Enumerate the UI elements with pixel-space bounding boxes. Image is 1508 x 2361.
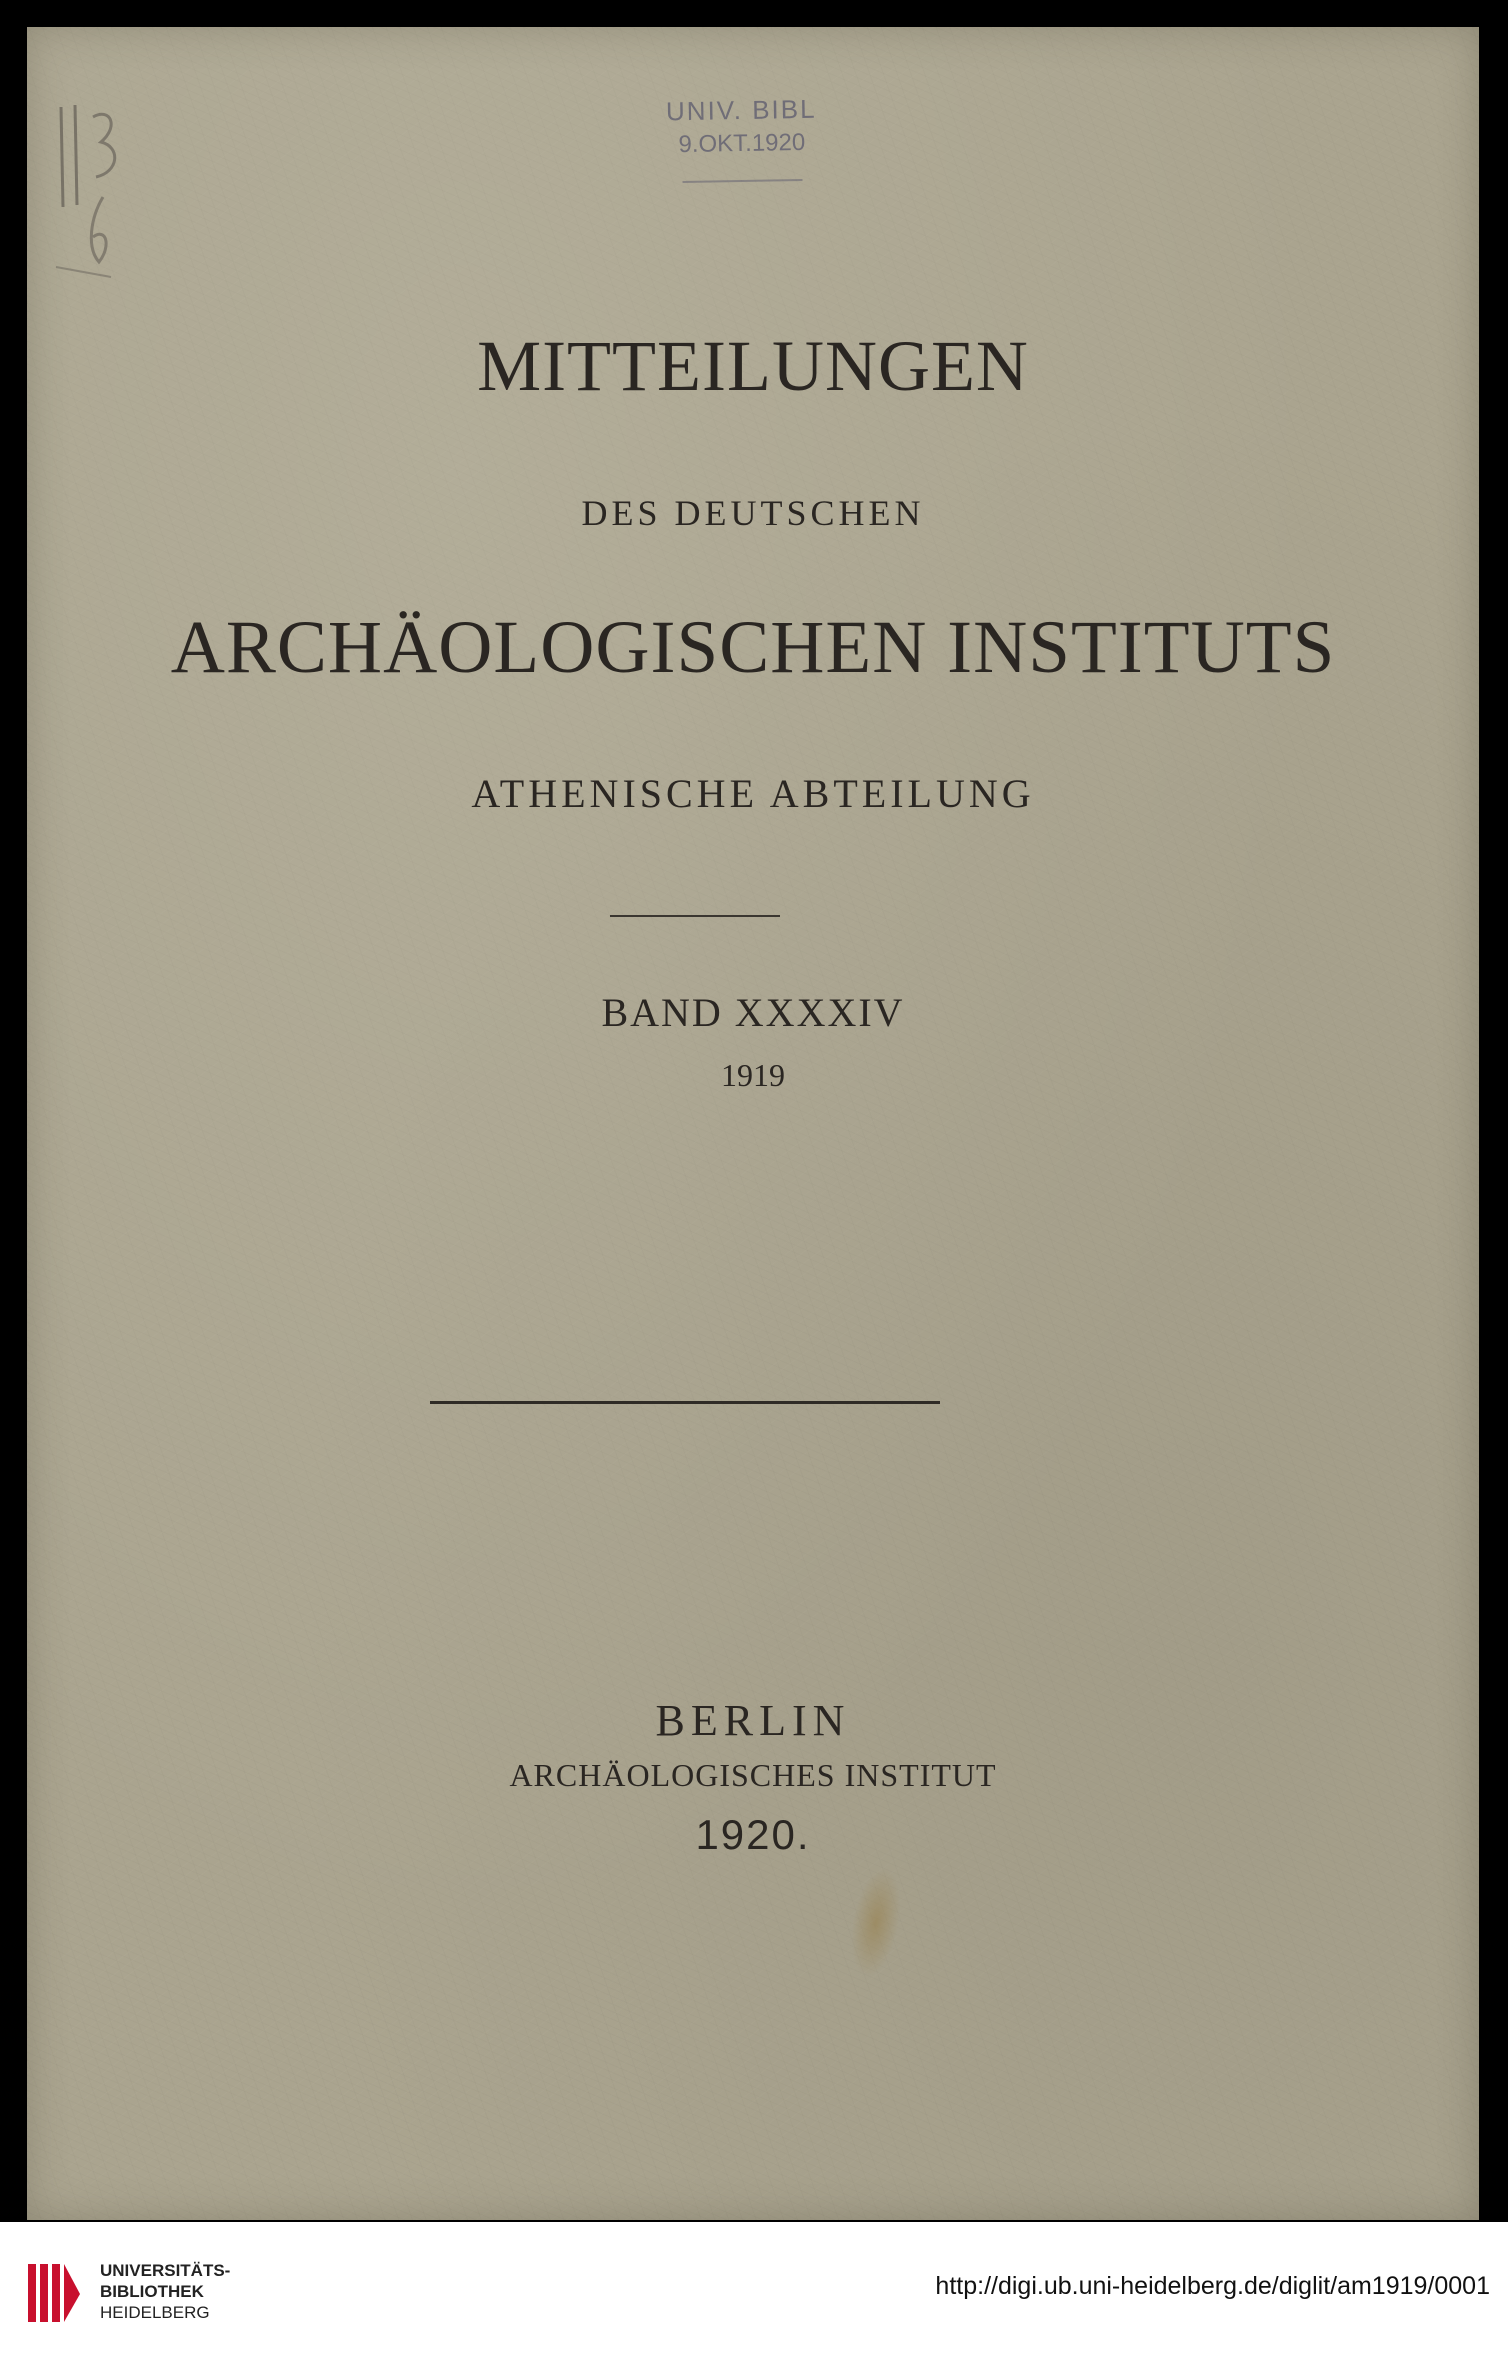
library-logo[interactable] xyxy=(24,2254,344,2334)
library-stamp xyxy=(641,75,844,228)
short-divider xyxy=(610,915,780,917)
library-logo-text xyxy=(100,2260,230,2323)
stamp-line-1: UNIV. BIBL xyxy=(665,93,817,127)
logo-line-3: HEIDELBERG xyxy=(100,2303,210,2322)
cover-page xyxy=(27,27,1479,2220)
logo-line-2: BIBLIOTHEK xyxy=(100,2282,204,2301)
cover-institute-name: ARCHÄOLOGISCHEN INSTITUTS xyxy=(170,606,1336,689)
imprint-city: BERLIN xyxy=(655,1696,851,1745)
stamp-underline xyxy=(682,179,802,183)
footer-bar xyxy=(0,2222,1508,2361)
cover-title: MITTEILUNGEN xyxy=(477,326,1029,406)
handwritten-shelfmark xyxy=(41,87,131,327)
paper-stain xyxy=(844,1864,908,1980)
permalink-url[interactable]: http://digi.ub.uni-heidelberg.de/diglit/am1919/0001 xyxy=(935,2272,1490,2300)
volume-year: 1919 xyxy=(721,1057,785,1093)
volume-label: BAND XXXXIV xyxy=(601,990,905,1035)
long-divider xyxy=(430,1401,940,1404)
cover-division: ATHENISCHE ABTEILUNG xyxy=(471,771,1035,816)
cover-subtitle: DES DEUTSCHEN xyxy=(581,493,925,533)
stamp-date: 9.OKT.1920 xyxy=(678,128,806,159)
logo-line-1: UNIVERSITÄTS- xyxy=(100,2261,231,2280)
imprint-publisher: ARCHÄOLOGISCHES INSTITUT xyxy=(509,1757,997,1793)
library-logo-icon xyxy=(24,2258,84,2328)
imprint-year: 1920. xyxy=(695,1811,811,1858)
